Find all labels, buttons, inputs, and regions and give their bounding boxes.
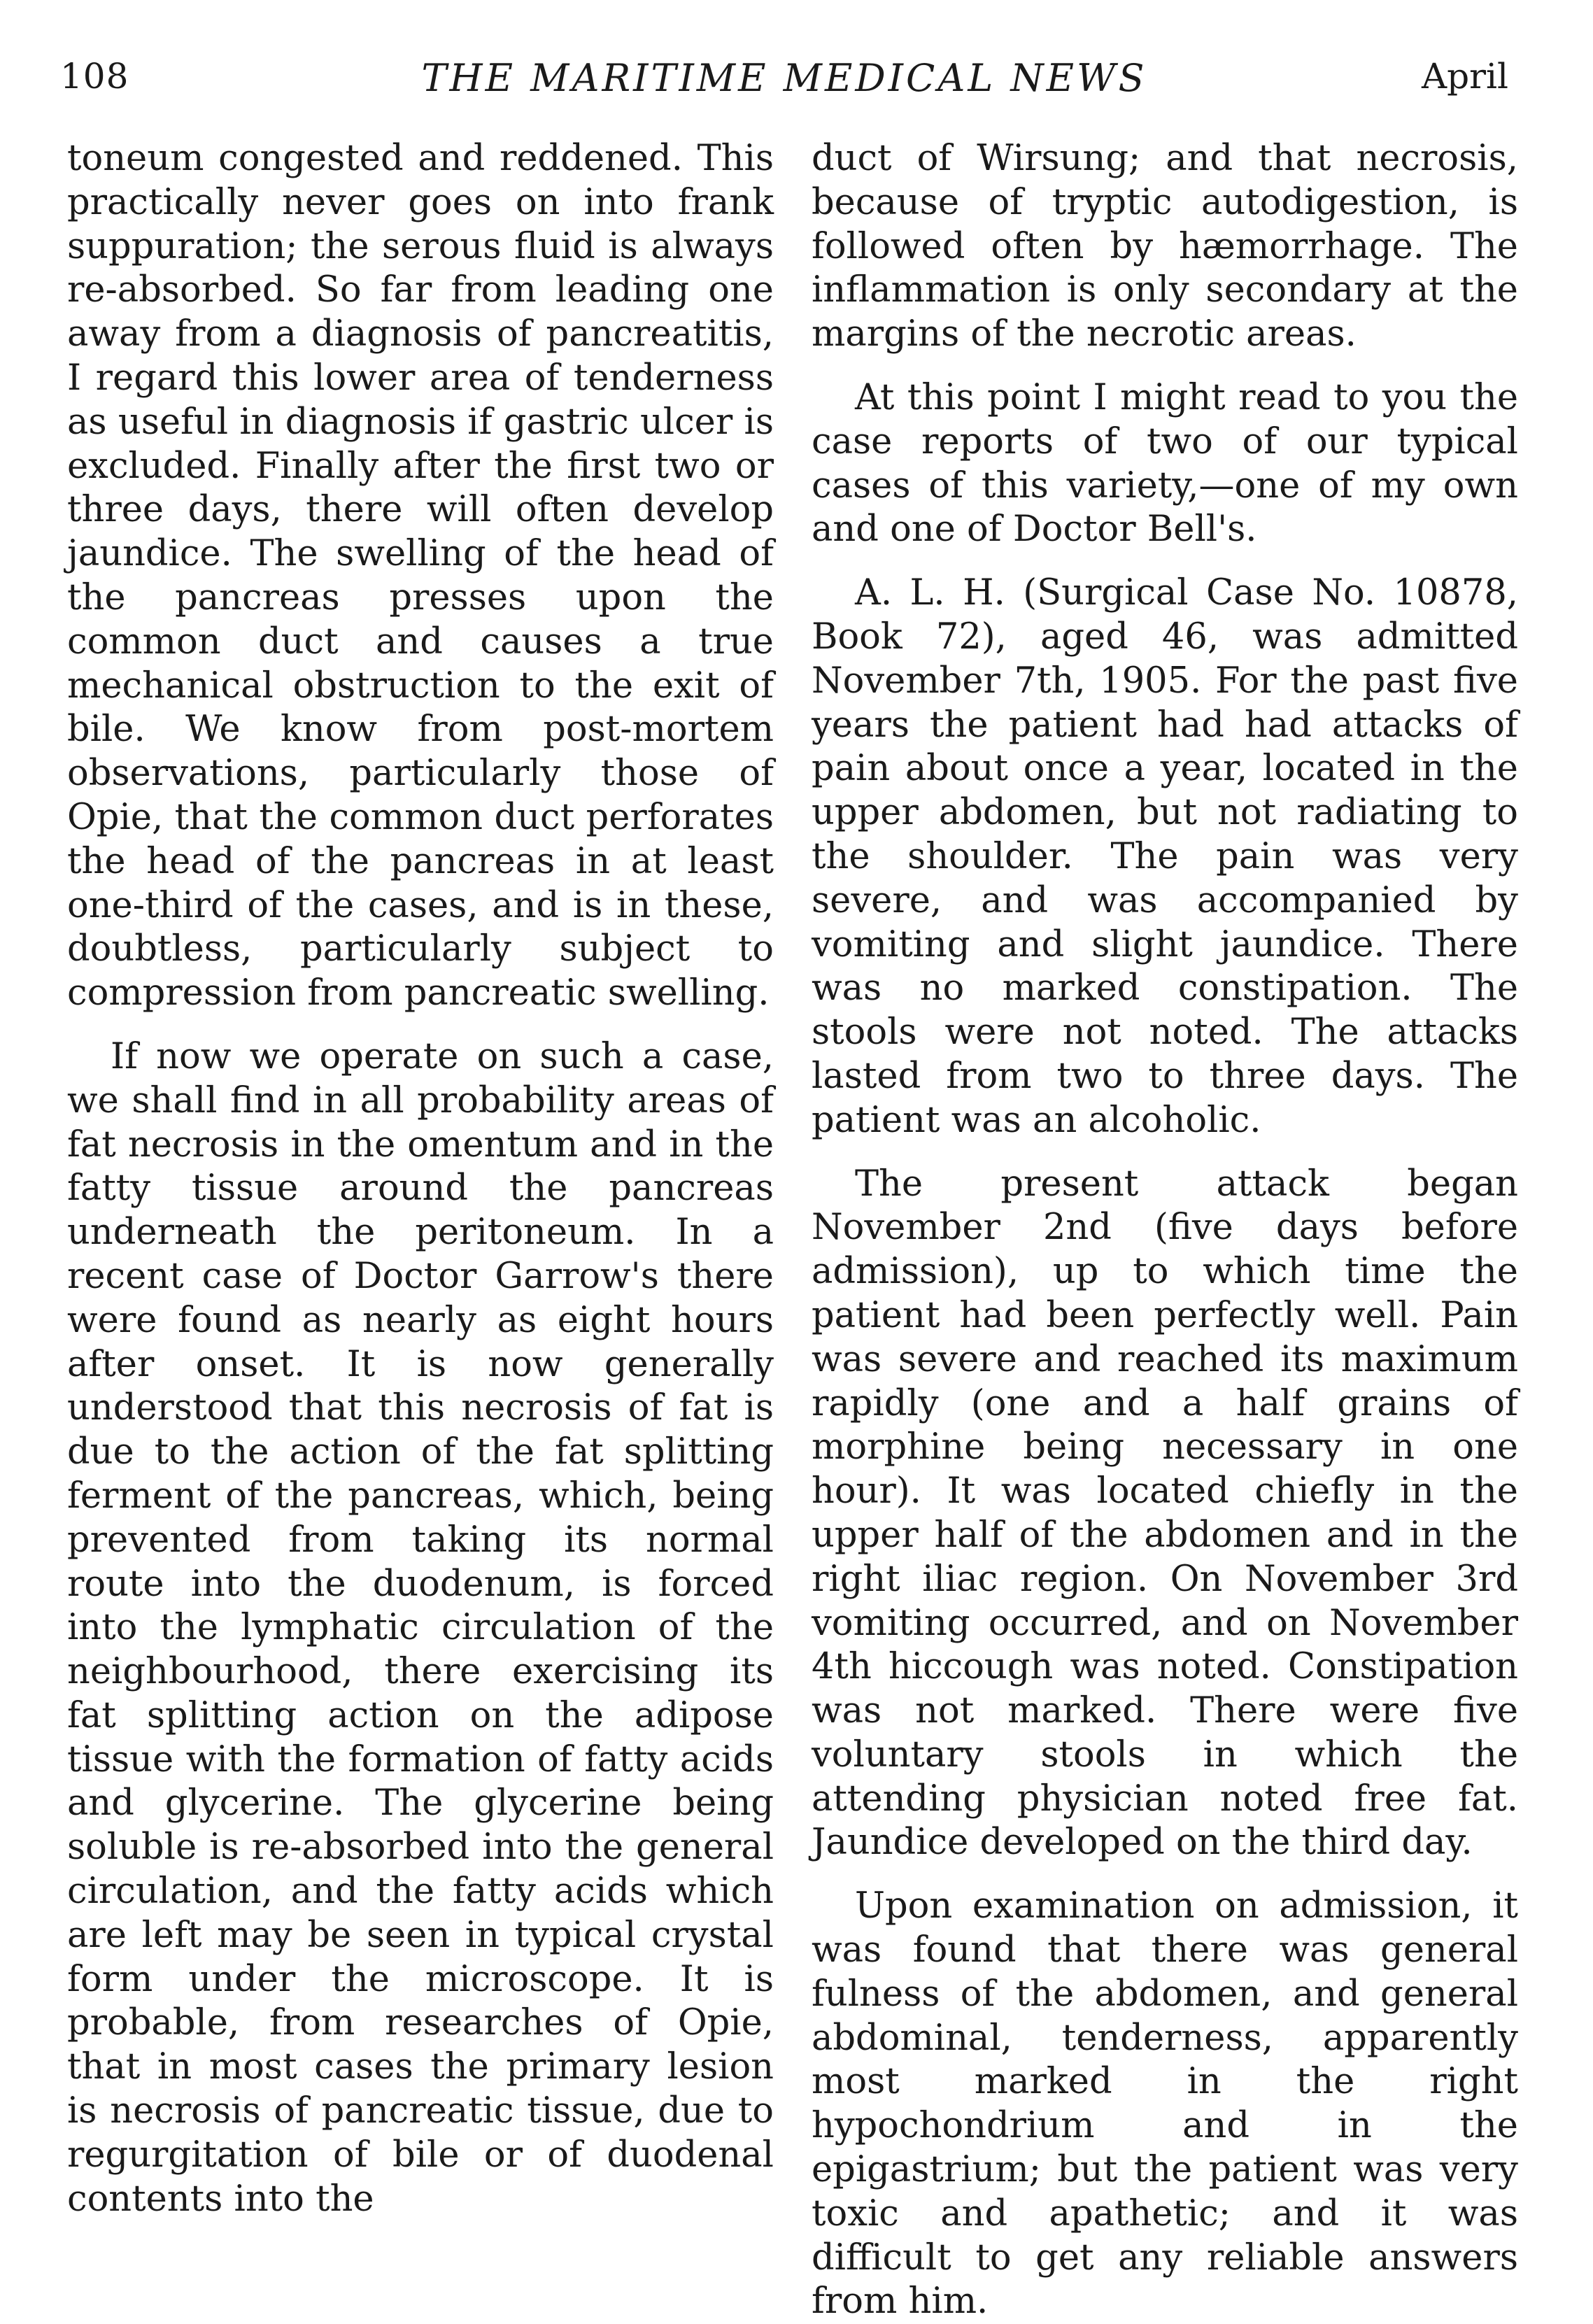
page-number: 108 (60, 56, 129, 97)
paragraph: If now we operate on such a case, we shall find in all probability areas of fat necrosis in the omentum and in the fatty tissue around the pancreas underneath the peritoneum. In a recent case of Doctor Garrow's there were found as nearly as eight hours after onset. It is now generally understood that this necrosis of fat is due to the action of the fat splitting ferment of the pancreas, which, being prevented from taking its normal route into the duodenum, is forced into the lymphatic circulation of the neighbourhood, there exercising its fat splitting action on the adipose tissue with the formation of fatty acids and glycerine. The glycerine being soluble is re-absorbed into the general circulation, and the fatty acids which are left may be seen in typical crystal form under the microscope. It is probable, from researches of Opie, that in most cases the primary lesion is necrosis of pancreatic tissue, due to regurgitation of bile or of duodenal contents into the (67, 1035, 774, 2220)
paragraph: At this point I might read to you the case reports of two of our typical cases of this variety,—one of my own and one of Doctor Bell's. (812, 376, 1518, 551)
right-column (812, 137, 1518, 2324)
paragraph: The present attack began November 2nd (five days before admission), up to which time the patient had been perfectly well. Pain was severe and reached its maximum rapidly (one and a half grains of morphine being necessary in one hour). It was located chiefly in the upper half of the abdomen and in the right iliac region. On November 3rd vomiting occurred, and on November 4th hiccough was noted. Constipation was not marked. There were five voluntary stools in which the attending physician noted free fat. Jaundice developed on the third day. (812, 1163, 1518, 1864)
paragraph: A. L. H. (Surgical Case No. 10878, Book 72), aged 46, was admitted November 7th, 1905. For the past five years the patient had had attacks of pain about once a year, located in the upper abdomen, but not radiating to the shoulder. The pain was very severe, and was accompanied by vomiting and slight jaundice. There was no marked constipation. The stools were not noted. The attacks lasted from two to three days. The patient was an alcoholic. (812, 572, 1518, 1141)
paragraph: toneum congested and reddened. This practically never goes on into frank suppuration; the serous fluid is always re-absorbed. So far from leading one away from a diagnosis of pancreatitis, I regard this lower area of tenderness as useful in diagnosis if gastric ulcer is excluded. Finally after the first two or three days, there will often develop jaundice. The swelling of the head of the pancreas presses upon the common duct and causes a true mechanical obstruction to the exit of bile. We know from post-mortem observations, particularly those of Opie, that the common duct perforates the head of the pancreas in at least one-third of the cases, and is in these, doubtless, particularly subject to compression from pancreatic swelling. (67, 138, 774, 1014)
issue-month: April (1422, 56, 1508, 97)
paragraph: duct of Wirsung; and that necrosis, because of tryptic autodigestion, is followed often by hæmorrhage. The inflammation is only secondary at the margins of the necrotic areas. (812, 138, 1518, 355)
paragraph: Upon examination on admission, it was found that there was general fulness of the abdomen, and general abdominal, tenderness, apparently most marked in the right hypochondrium and in the epigastrium; but the patient was very toxic and apathetic; and it was difficult to get any reliable answers from him. (812, 1885, 1518, 2323)
running-header (60, 56, 1508, 112)
journal-title: THE MARITIME MEDICAL NEWS (421, 56, 1147, 100)
left-column (67, 137, 774, 2221)
